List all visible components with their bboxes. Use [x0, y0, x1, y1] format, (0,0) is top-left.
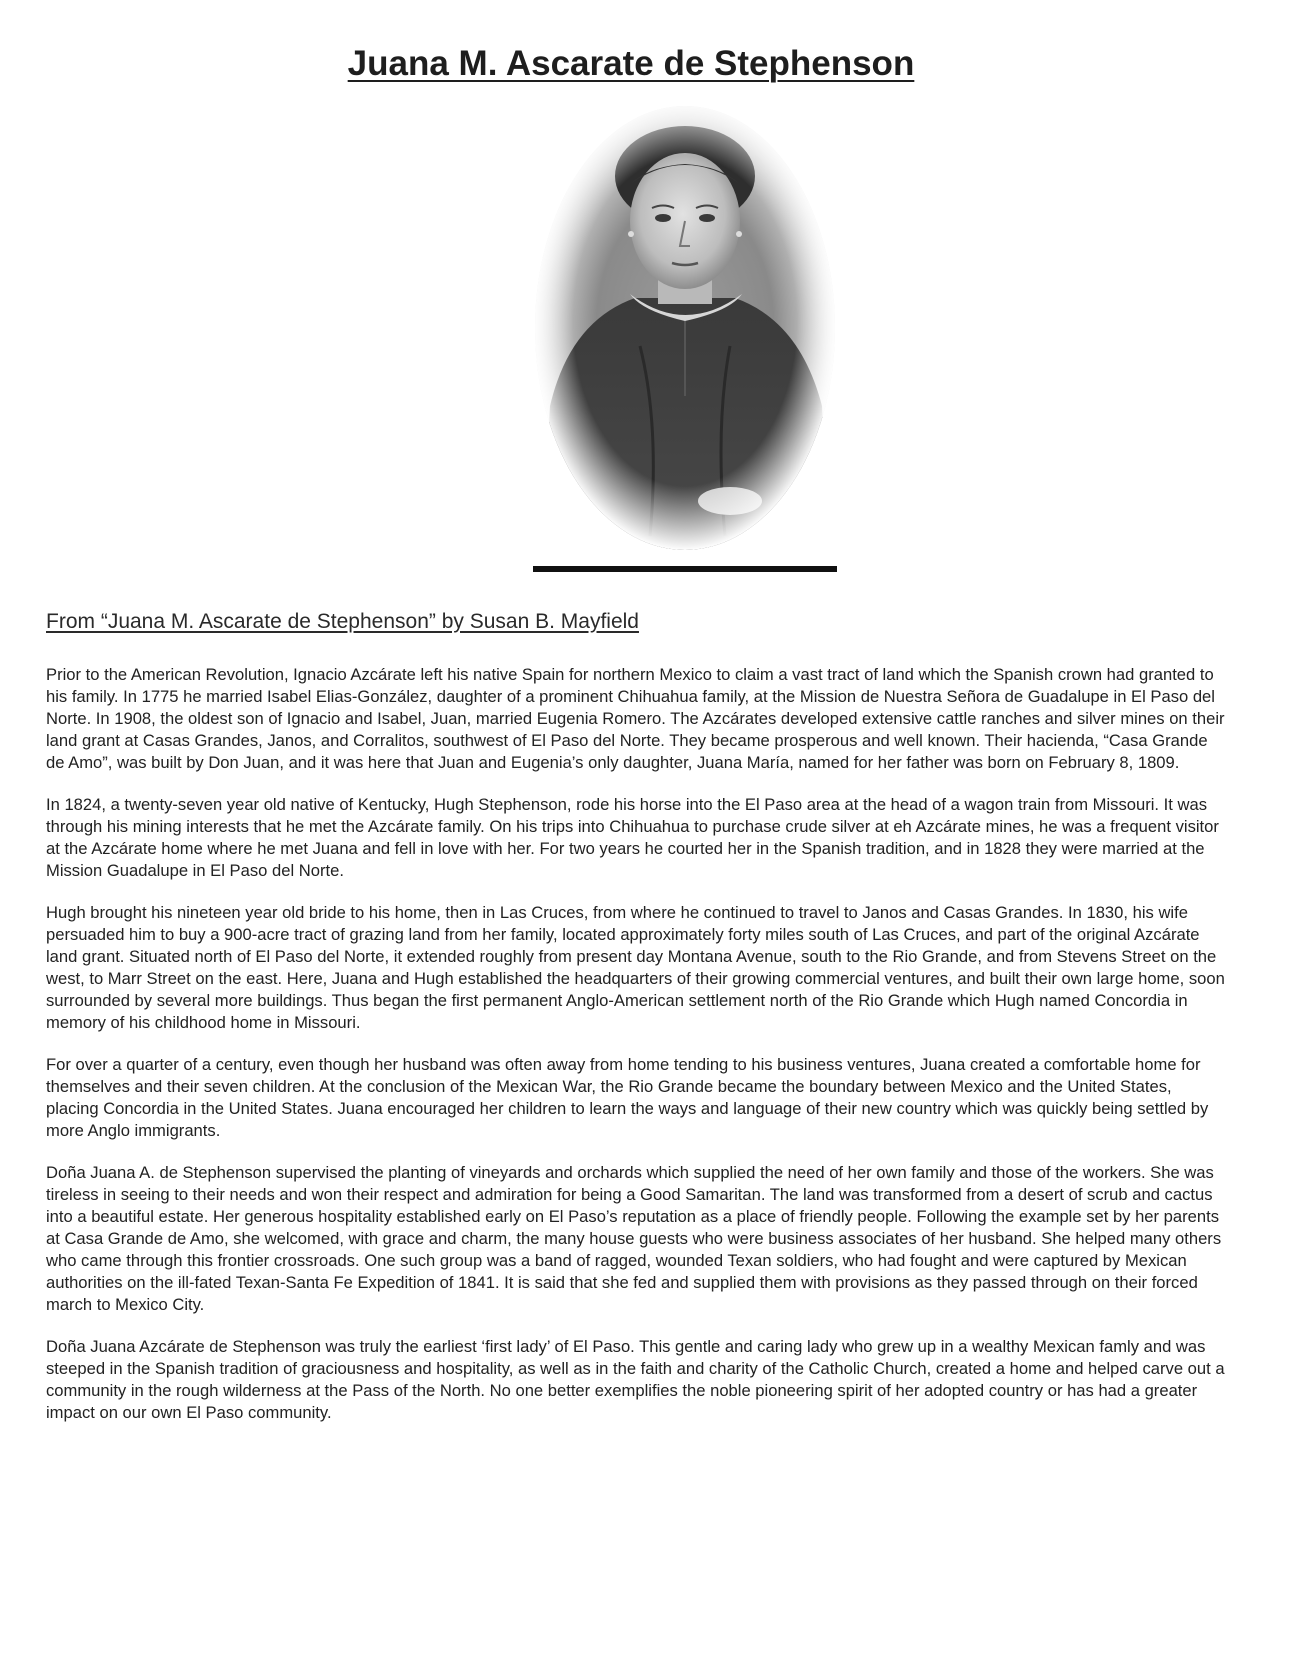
portrait-underline-rule: [533, 566, 837, 572]
paragraph: Doña Juana Azcárate de Stephenson was truly the earliest ‘first lady’ of El Paso. This gentle and caring lady who grew up in a wealthy Mexican famly and was steeped in the Spanish tradition of graciousness and hospitality, as well as in the faith and charity of the Catholic Church, created a home and helped carve out a community in the rough wilderness at the Pass of the North. No one better exemplifies the noble pioneering spirit of her adopted country or has had a greater impact on our own El Paso community.: [46, 1337, 1225, 1422]
portrait-photo-icon: [530, 106, 840, 564]
paragraph: Hugh brought his nineteen year old bride to his home, then in Las Cruces, from where he continued to travel to Janos and Casas Grandes. In 1830, his wife persuaded him to buy a 900-acre tract of grazing land from her family, located approximately forty miles south of Las Cruces, and part of the original Azcárate land grant. Situated north of El Paso del Norte, it extended roughly from present day Montana Avenue, south to the Rio Grande, and from Stevens Street on the west, to Marr Street on the east. Here, Juana and Hugh established the headquarters of their growing commercial ventures, and built their own large home, soon surrounded by several more buildings. Thus began the first permanent Anglo-American settlement north of the Rio Grande which Hugh named Concordia in memory of his childhood home in Missouri.: [46, 903, 1225, 1032]
page-title: Juana M. Ascarate de Stephenson: [347, 44, 915, 83]
byline-source: From “Juana M. Ascarate de Stephenson” by Susan B. Mayfield: [46, 610, 639, 633]
paragraph: Doña Juana A. de Stephenson supervised the planting of vineyards and orchards which supplied the need of her own family and those of the workers. She was tireless in seeing to their needs and won their respect and admiration for being a Good Samaritan. The land was transformed from a desert of scrub and cactus into a beautiful estate. Her generous hospitality established early on El Paso’s reputation as a place of friendly people. Following the example set by her parents at Casa Grande de Amo, she welcomed, with grace and charm, the many house guests who were business associates of her husband. She helped many others who came through this frontier crossroads. One such group was a band of ragged, wounded Texan soldiers, who had fought and were captured by Mexican authorities on the ill-fated Texan-Santa Fe Expedition of 1841. It is said that she fed and supplied them with provisions as they passed through on their forced march to Mexico City.: [46, 1163, 1222, 1314]
paragraph: In 1824, a twenty-seven year old native of Kentucky, Hugh Stephenson, rode his horse into the El Paso area at the head of a wagon train from Missouri. It was through his mining interests that he met the Azcárate family. On his trips into Chihuahua to purchase crude silver at eh Azcárate mines, he was a frequent visitor at the Azcárate home where he met Juana and fell in love with her. For two years he courted her in the Spanish tradition, and in 1828 they were married at the Mission Guadalupe in El Paso del Norte.: [46, 795, 1219, 880]
paragraph: Prior to the American Revolution, Ignacio Azcárate left his native Spain for northern Mexico to claim a vast tract of land which the Spanish crown had granted to his family. In 1775 he married Isabel Elias-González, daughter of a prominent Chihuahua family, at the Mission de Nuestra Señora de Guadalupe in El Paso del Norte. In 1908, the oldest son of Ignacio and Isabel, Juan, married Eugenia Romero. The Azcárates developed extensive cattle ranches and silver mines on their land grant at Casas Grandes, Janos, and Corralitos, southwest of El Paso del Norte. They became prosperous and well known. Their hacienda, “Casa Grande de Amo”, was built by Don Juan, and it was here that Juan and Eugenia’s only daughter, Juana María, named for her father was born on February 8, 1809.: [46, 665, 1225, 772]
article-body: [46, 664, 1226, 1444]
portrait-photo: [530, 106, 840, 564]
paragraph: For over a quarter of a century, even though her husband was often away from home tending to his business ventures, Juana created a comfortable home for themselves and their seven children. At the conclusion of the Mexican War, the Rio Grande became the boundary between Mexico and the United States, placing Concordia in the United States. Juana encouraged her children to learn the ways and language of their new country which was quickly being settled by more Anglo immigrants.: [46, 1055, 1209, 1140]
